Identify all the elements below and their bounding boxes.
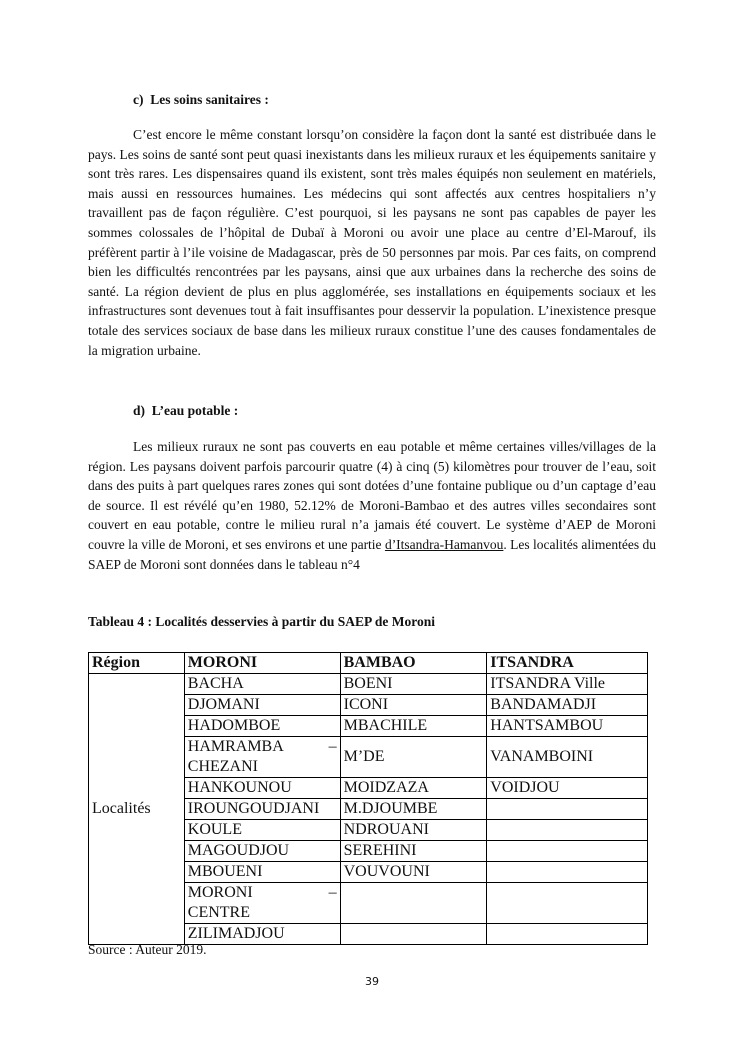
header-moroni: MORONI [184, 653, 340, 674]
table-cell: NDROUANI [340, 820, 487, 841]
table-cell: DJOMANI [184, 695, 340, 716]
table-cell: MOIDZAZA [340, 778, 487, 799]
header-itsandra: ITSANDRA [487, 653, 648, 674]
table-cell: M.DJOUMBE [340, 799, 487, 820]
section-c-text: C’est encore le même constant lorsqu’on considère la façon dont la santé est distribuée dans le pays. Les soins de santé sont peut quasi inexistants dans les milieux ruraux et les équipements sanitaire y sont très rares. Les dispensaires quand ils existent, sont très males équipés non seulement en matériels, mais aussi en ressources humaines. Les médecins qui sont affectés aux centres hospitaliers n’y travaillent pas de façon régulière. C’est pourquoi, si les paysans ne sont pas capables de payer les sommes colossales de l’hôpital de Dubaï à Moroni ou avoir une place au centre d’El-Marouf, ils préfèrent partir à l’ile voisine de Madagascar, près de 50 personnes par mois. Par ces faits, on comprend bien les difficultés rencontrées par les paysans, ainsi que aux urbaines dans la recherche des soins de santé. La région devient de plus en plus agglomérée, ses installations en équipements sociaux et les infrastructures sont devenues tout à fait insuffisantes pour desservir la population. L’inexistence presque totale des services sociaux de base dans les milieux ruraux constitue l’une des causes fondamentales de la migration urbaine. [88, 127, 656, 358]
table-caption: Tableau 4 : Localités desservies à partir du SAEP de Moroni [88, 614, 436, 629]
region-localites-cell: Localités [89, 674, 185, 945]
table-cell: HADOMBOE [184, 716, 340, 737]
table-cell: MBOUENI [184, 862, 340, 883]
table-cell [487, 841, 648, 862]
table-cell-two-line: MORONI – CENTRE [184, 883, 340, 924]
localities-table [88, 652, 648, 945]
section-c-heading: c) Les soins sanitaires : [133, 92, 269, 107]
table-row [89, 674, 648, 695]
table-cell: M’DE [340, 737, 487, 778]
table-cell: MBACHILE [340, 716, 487, 737]
section-d-text-2: . Les localités alimentées du SAEP de Moroni sont données dans le tableau n°4 [88, 536, 656, 572]
table-cell: ZILIMADJOU [184, 924, 340, 945]
table-cell: BACHA [184, 674, 340, 695]
table-cell [487, 924, 648, 945]
section-d-text-1: Les milieux ruraux ne sont pas couverts en eau potable et même certaines villes/villages de la région. Les paysans doivent parfois parcourir quatre (4) à cinq (5) kilomètres pour trouver de l’eau, soit dans des puits à part quelques rares zones qui sont dotées d’une fontaine publique ou d’un captage d’eau de source. Il est révélé qu’en 1980, 52.12% de Moroni-Bambao et des autres villes secondaires sont couvert en eau potable, contre le milieu rural n’a jamais été couvert. Le système d’AEP de Moroni couvre la ville de Moroni, et ses environs et une partie [88, 439, 656, 552]
section-c-paragraph [88, 125, 656, 360]
table-cell [487, 820, 648, 841]
itsandra-hamanvou-underlined: d’Itsandra-Hamanvou [384, 536, 504, 552]
table-cell: VOIDJOU [487, 778, 648, 799]
table-cell [340, 883, 487, 924]
table-cell: BOENI [340, 674, 487, 695]
table-source: Source : Auteur 2019. [88, 942, 207, 957]
table-cell: HANKOUNOU [184, 778, 340, 799]
table-cell: IROUNGOUDJANI [184, 799, 340, 820]
table-cell: MAGOUDJOU [184, 841, 340, 862]
table-cell [340, 924, 487, 945]
table-cell [487, 883, 648, 924]
table-cell [487, 862, 648, 883]
page-number: 39 [365, 975, 379, 988]
table-cell: VANAMBOINI [487, 737, 648, 778]
table-header-row [89, 653, 648, 674]
table-cell: ITSANDRA Ville [487, 674, 648, 695]
table-cell-two-line: HAMRAMBA – CHEZANI [184, 737, 340, 778]
section-d-heading: d) L’eau potable : [133, 403, 239, 418]
table-cell: ICONI [340, 695, 487, 716]
table-cell: BANDAMADJI [487, 695, 648, 716]
table-cell [487, 799, 648, 820]
table-cell: HANTSAMBOU [487, 716, 648, 737]
section-d-paragraph [88, 437, 656, 574]
table-cell: KOULE [184, 820, 340, 841]
header-bambao: BAMBAO [340, 653, 487, 674]
table-cell: SEREHINI [340, 841, 487, 862]
table-cell: VOUVOUNI [340, 862, 487, 883]
header-region: Région [89, 653, 185, 674]
